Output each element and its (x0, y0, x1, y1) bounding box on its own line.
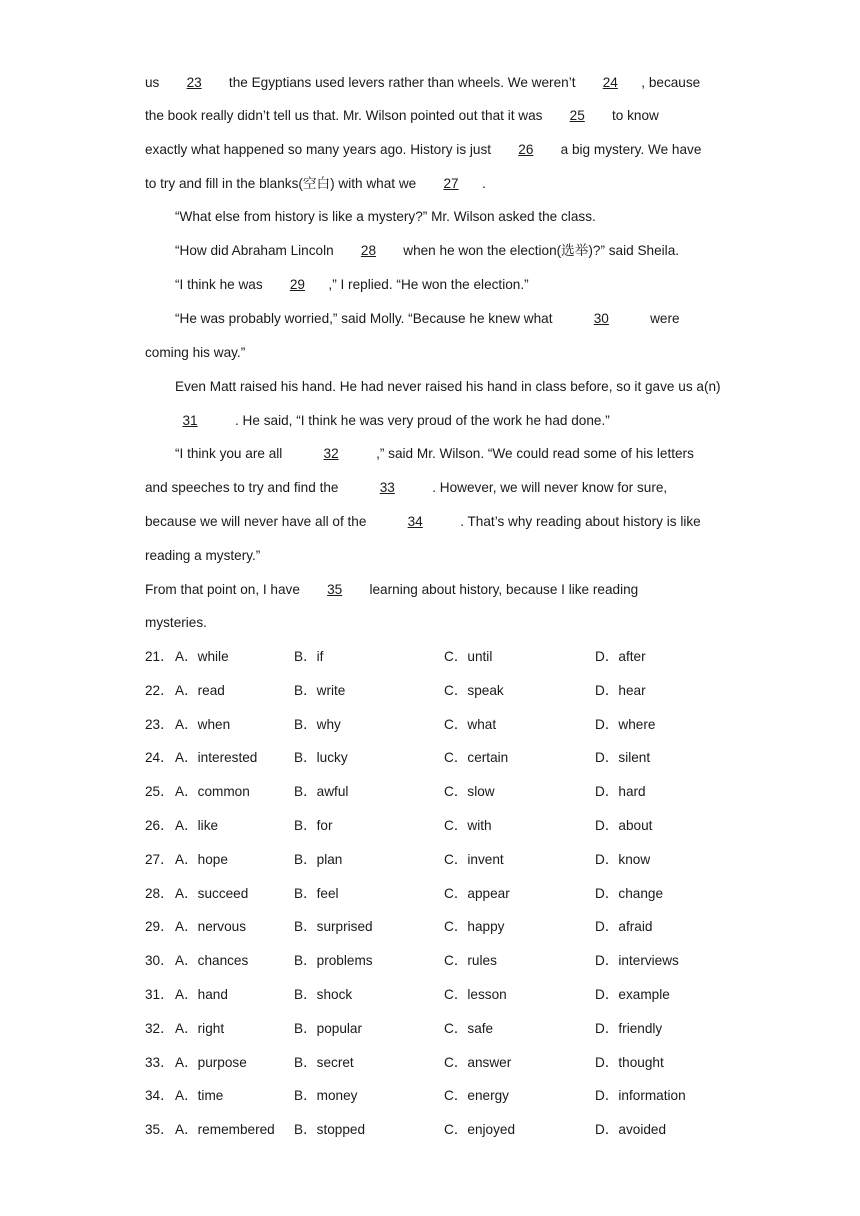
option-b: B．shock (294, 987, 353, 1002)
text: “He was probably worried,” said Molly. “Because he knew what (175, 311, 557, 326)
passage-line (145, 614, 720, 632)
blank-31: 31 (182, 413, 198, 428)
question-number: 29． (145, 919, 174, 934)
option-b: B．if (294, 649, 324, 664)
option-row (145, 648, 745, 666)
blank-25: 25 (569, 108, 585, 123)
text: . That’s why reading about history is like (460, 514, 701, 529)
option-row (145, 851, 745, 869)
option-b: B．write (294, 683, 346, 698)
option-c: C．with (444, 818, 492, 833)
option-c: C．answer (444, 1055, 512, 1070)
passage-line (145, 479, 720, 497)
text: “How did Abraham Lincoln (175, 243, 338, 258)
option-a: A．right (175, 1021, 225, 1036)
option-row (145, 1020, 745, 1038)
question-number: 22． (145, 683, 174, 698)
question-number: 32． (145, 1021, 174, 1036)
option-b: B．why (294, 717, 341, 732)
blank-23: 23 (186, 75, 202, 90)
passage-line (145, 412, 720, 430)
question-number: 24． (145, 750, 174, 765)
option-row (145, 1087, 745, 1105)
text: the book really didn’t tell us that. Mr. Wilson pointed out that it was (145, 108, 547, 123)
question-number: 30． (145, 953, 174, 968)
option-c: C．slow (444, 784, 495, 799)
text: Even Matt raised his hand. He had never raised his hand in class before, so it gave us a(n) (175, 379, 721, 394)
option-a: A．interested (175, 750, 258, 765)
option-row (145, 817, 745, 835)
question-number: 25． (145, 784, 174, 799)
option-row (145, 682, 745, 700)
option-b: B．plan (294, 852, 343, 867)
option-a: A．while (175, 649, 229, 664)
text: . He said, “I think he was very proud of the work he had done.” (235, 413, 610, 428)
option-a: A．hand (175, 987, 228, 1002)
text: exactly what happened so many years ago. History is just (145, 142, 495, 157)
option-b: B．surprised (294, 919, 373, 934)
option-d: D．hard (595, 784, 646, 799)
option-c: C．what (444, 717, 497, 732)
option-d: D．about (595, 818, 653, 833)
text: reading a mystery.” (145, 548, 261, 563)
option-a: A．purpose (175, 1055, 247, 1070)
option-b: B．stopped (294, 1122, 366, 1137)
passage-line (175, 445, 720, 463)
option-c: C．until (444, 649, 493, 664)
option-row (145, 716, 745, 734)
option-c: C．lesson (444, 987, 507, 1002)
text: learning about history, because I like reading (365, 582, 639, 597)
option-d: D．change (595, 886, 664, 901)
text: a big mystery. We have (556, 142, 702, 157)
blank-26: 26 (518, 142, 534, 157)
text: “I think he was (175, 277, 267, 292)
option-d: D．after (595, 649, 646, 664)
option-c: C．rules (444, 953, 497, 968)
blank-24: 24 (602, 75, 618, 90)
passage-line (175, 310, 720, 328)
option-d: D．afraid (595, 919, 653, 934)
passage-line (145, 141, 720, 159)
option-c: C．safe (444, 1021, 494, 1036)
passage-line (175, 378, 720, 396)
option-d: D．where (595, 717, 656, 732)
passage-line (145, 344, 720, 362)
text: because we will never have all of the (145, 514, 371, 529)
text: ,” I replied. “He won the election.” (328, 277, 529, 292)
question-number: 27． (145, 852, 174, 867)
question-number: 28． (145, 886, 174, 901)
option-b: B．secret (294, 1055, 354, 1070)
option-row (145, 1121, 745, 1139)
blank-35: 35 (327, 582, 343, 597)
question-number: 26． (145, 818, 174, 833)
option-c: C．appear (444, 886, 510, 901)
question-number: 33． (145, 1055, 174, 1070)
question-number: 35． (145, 1122, 174, 1137)
option-d: D．example (595, 987, 670, 1002)
option-d: D．friendly (595, 1021, 663, 1036)
option-c: C．energy (444, 1088, 509, 1103)
blank-27: 27 (443, 176, 459, 191)
text: when he won the election(选举)?” said Sheila. (399, 243, 680, 258)
question-number: 31． (145, 987, 174, 1002)
passage-line (145, 107, 720, 125)
option-row (145, 885, 745, 903)
option-d: D．know (595, 852, 651, 867)
passage-line (175, 242, 720, 260)
text: to know (608, 108, 659, 123)
text: us (145, 75, 164, 90)
option-a: A．common (175, 784, 250, 799)
option-d: D．hear (595, 683, 646, 698)
passage-line (145, 547, 720, 565)
text: ,” said Mr. Wilson. “We could read some of his letters (376, 446, 694, 461)
text: . However, we will never know for sure, (432, 480, 668, 495)
option-c: C．invent (444, 852, 504, 867)
passage-line (145, 74, 720, 92)
option-d: D．information (595, 1088, 686, 1103)
blank-28: 28 (360, 243, 377, 258)
option-row (145, 783, 745, 801)
option-row (145, 952, 745, 970)
option-a: A．chances (175, 953, 249, 968)
option-b: B．lucky (294, 750, 348, 765)
text: the Egyptians used levers rather than wheels. We weren’t (225, 75, 580, 90)
option-row (145, 918, 745, 936)
option-a: A．succeed (175, 886, 249, 901)
passage-line (175, 276, 720, 294)
blank-34: 34 (407, 514, 423, 529)
option-a: A．hope (175, 852, 228, 867)
blank-29: 29 (289, 277, 305, 292)
option-row (145, 1054, 745, 1072)
question-number: 34． (145, 1088, 174, 1103)
blank-32: 32 (323, 446, 339, 461)
blank-33: 33 (379, 480, 395, 495)
option-c: C．enjoyed (444, 1122, 516, 1137)
question-number: 23． (145, 717, 174, 732)
option-a: A．time (175, 1088, 224, 1103)
option-d: D．thought (595, 1055, 664, 1070)
text: mysteries. (145, 615, 207, 630)
passage-line (145, 581, 720, 599)
option-b: B．problems (294, 953, 373, 968)
question-number: 21． (145, 649, 174, 664)
passage-line (145, 513, 720, 531)
option-d: D．silent (595, 750, 651, 765)
option-a: A．like (175, 818, 219, 833)
text: and speeches to try and find the (145, 480, 343, 495)
option-d: D．interviews (595, 953, 679, 968)
option-b: B．money (294, 1088, 358, 1103)
option-a: A．when (175, 717, 231, 732)
text: “I think you are all (175, 446, 287, 461)
text: , because (641, 75, 701, 90)
text: were (646, 311, 680, 326)
text: coming his way.” (145, 345, 246, 360)
option-b: B．feel (294, 886, 339, 901)
option-c: C．happy (444, 919, 505, 934)
option-c: C．certain (444, 750, 509, 765)
blank-30: 30 (593, 311, 609, 326)
option-b: B．awful (294, 784, 349, 799)
text: . (482, 176, 486, 191)
text: to try and fill in the blanks(空白) with what we (145, 176, 421, 191)
option-a: A．nervous (175, 919, 247, 934)
text: From that point on, I have (145, 582, 304, 597)
passage-line (175, 208, 720, 226)
option-a: A．read (175, 683, 225, 698)
option-row (145, 986, 745, 1004)
option-c: C．speak (444, 683, 504, 698)
option-d: D．avoided (595, 1122, 667, 1137)
option-b: B．for (294, 818, 333, 833)
text: “What else from history is like a mystery?” Mr. Wilson asked the class. (175, 209, 596, 224)
passage-line (145, 175, 720, 193)
option-b: B．popular (294, 1021, 363, 1036)
option-row (145, 749, 745, 767)
option-a: A．remembered (175, 1122, 275, 1137)
